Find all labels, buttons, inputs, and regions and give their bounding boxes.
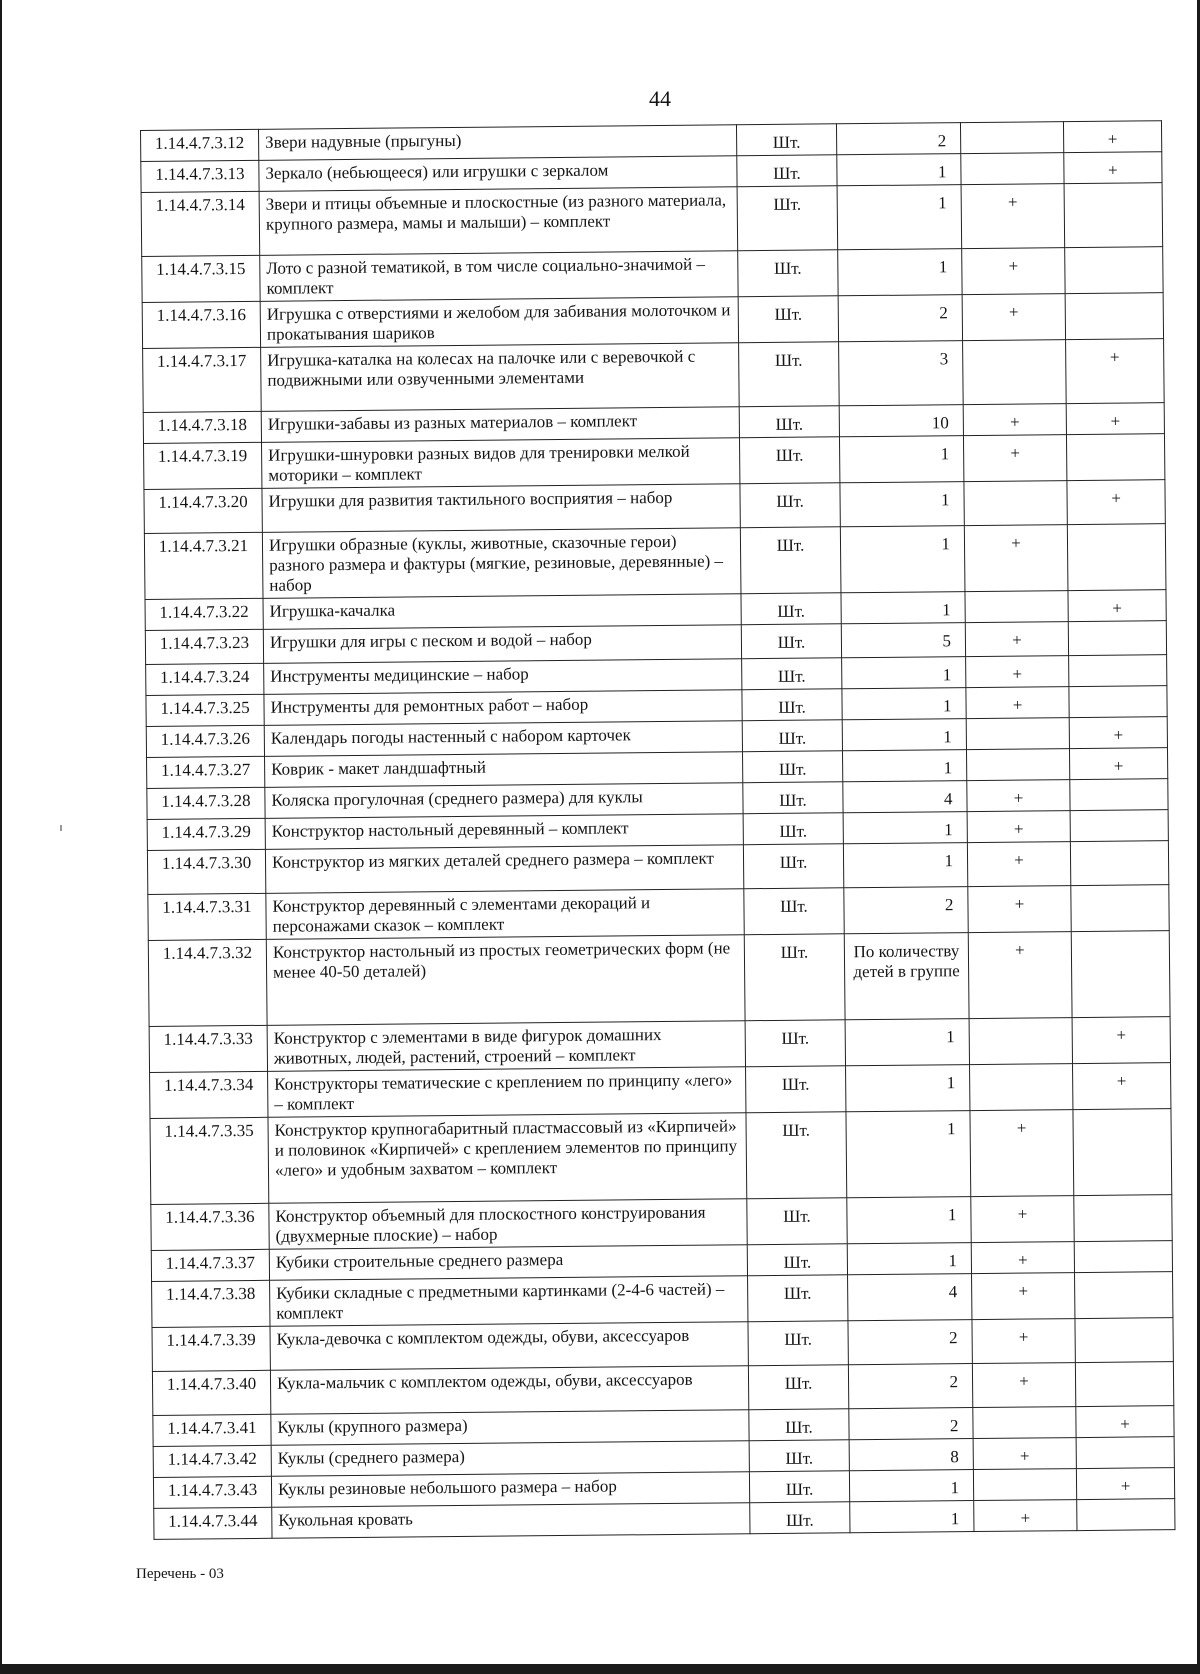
mark-a-cell: + — [972, 1363, 1075, 1408]
item-name-cell: Куклы (среднего размера) — [271, 1441, 749, 1477]
item-name-cell: Конструктор настольный деревянный – комплект — [265, 814, 743, 850]
mark-b-cell — [1065, 247, 1163, 294]
mark-b-cell: + — [1069, 748, 1167, 780]
unit-cell: Шт. — [743, 813, 843, 845]
mark-a-cell — [966, 718, 1069, 750]
unit-cell: Шт. — [736, 124, 836, 156]
mark-a-cell: + — [961, 184, 1065, 249]
item-code-cell: 1.14.4.7.3.30 — [147, 849, 265, 894]
mark-a-cell: + — [973, 1438, 1076, 1470]
quantity-cell: 1 — [843, 843, 967, 888]
unit-cell: Шт. — [745, 1020, 845, 1067]
mark-a-cell — [961, 153, 1064, 185]
unit-cell: Шт. — [742, 720, 842, 752]
item-code-cell: 1.14.4.7.3.40 — [152, 1370, 270, 1415]
quantity-cell: 2 — [838, 295, 962, 342]
mark-b-cell: + — [1076, 1406, 1174, 1438]
mark-b-cell — [1070, 810, 1168, 842]
unit-cell: Шт. — [737, 186, 838, 251]
unit-cell: Шт. — [737, 155, 837, 187]
mark-b-cell — [1070, 779, 1168, 811]
mark-b-cell — [1064, 183, 1163, 248]
item-name-cell: Игрушки для развития тактильного восприятия – набор — [262, 484, 740, 533]
mark-a-cell: + — [971, 1242, 1074, 1274]
unit-cell: Шт. — [748, 1321, 848, 1366]
mark-a-cell: + — [962, 248, 1065, 295]
item-code-cell: 1.14.4.7.3.13 — [141, 160, 259, 192]
quantity-cell: 1 — [837, 154, 961, 186]
scan-border-bottom — [0, 1664, 1200, 1674]
quantity-cell: 1 — [847, 1243, 971, 1275]
item-name-cell: Игрушки-забавы из разных материалов – комплект — [261, 407, 739, 443]
unit-cell: Шт. — [747, 1198, 847, 1245]
quantity-cell: 1 — [837, 185, 962, 250]
mark-b-cell — [1075, 1318, 1173, 1363]
item-code-cell: 1.14.4.7.3.34 — [150, 1071, 268, 1118]
mark-b-cell: + — [1066, 339, 1165, 404]
mark-a-cell: + — [971, 1196, 1074, 1243]
item-code-cell: 1.14.4.7.3.18 — [143, 411, 261, 443]
item-name-cell: Конструктор из мягких деталей среднего размера – комплект — [265, 845, 743, 894]
item-code-cell: 1.14.4.7.3.26 — [146, 725, 264, 757]
unit-cell: Шт. — [743, 844, 843, 889]
item-code-cell: 1.14.4.7.3.19 — [144, 442, 262, 489]
unit-cell: Шт. — [749, 1440, 849, 1472]
item-code-cell: 1.14.4.7.3.14 — [141, 191, 260, 256]
table-row — [150, 1109, 1172, 1205]
quantity-cell: 1 — [843, 812, 967, 844]
quantity-cell: 2 — [848, 1364, 972, 1409]
mark-b-cell: + — [1069, 717, 1167, 749]
item-code-cell: 1.14.4.7.3.20 — [144, 488, 262, 533]
mark-b-cell — [1067, 524, 1166, 591]
unit-cell: Шт. — [739, 437, 839, 484]
mark-b-cell — [1066, 434, 1164, 481]
mark-b-cell: + — [1066, 403, 1164, 435]
mark-b-cell — [1076, 1437, 1174, 1469]
equipment-table — [140, 120, 1175, 1540]
quantity-cell: 1 — [846, 1111, 971, 1198]
quantity-cell: 3 — [839, 341, 964, 406]
table-row — [144, 524, 1166, 600]
quantity-cell: 1 — [847, 1197, 971, 1244]
quantity-cell: 10 — [839, 405, 963, 437]
mark-b-cell: + — [1072, 1017, 1170, 1064]
mark-a-cell: + — [972, 1319, 1075, 1364]
item-code-cell: 1.14.4.7.3.21 — [144, 532, 263, 599]
quantity-cell: 1 — [842, 657, 966, 689]
unit-cell: Шт. — [738, 250, 838, 297]
quantity-cell: 2 — [848, 1320, 972, 1365]
quantity-cell: 2 — [836, 123, 960, 155]
unit-cell: Шт. — [747, 1244, 847, 1276]
quantity-cell: 1 — [842, 750, 966, 782]
mark-b-cell — [1071, 885, 1169, 932]
item-name-cell: Кукла-девочка с комплектом одежды, обуви, аксессуаров — [270, 1322, 748, 1371]
unit-cell: Шт. — [742, 689, 842, 721]
item-name-cell: Куклы резиновые небольшого размера – набор — [271, 1472, 749, 1508]
item-name-cell: Кукла-мальчик с комплектом одежды, обуви, аксессуаров — [270, 1366, 748, 1415]
mark-a-cell: + — [962, 294, 1065, 341]
quantity-cell: 4 — [843, 781, 967, 813]
unit-cell: Шт. — [746, 1066, 846, 1113]
scan-border-left — [0, 0, 2, 1674]
item-code-cell: 1.14.4.7.3.12 — [141, 129, 259, 161]
unit-cell: Шт. — [742, 658, 842, 690]
item-name-cell: Звери и птицы объемные и плоскостные (из разного материала, крупного размера, мамы и малыши) – комплект — [259, 187, 738, 256]
item-code-cell: 1.14.4.7.3.37 — [151, 1249, 269, 1281]
table-row — [143, 339, 1165, 413]
mark-b-cell — [1077, 1499, 1175, 1531]
item-code-cell: 1.14.4.7.3.31 — [148, 893, 266, 940]
item-name-cell: Лото с разной тематикой, в том числе социально-значимой – комплект — [260, 251, 738, 302]
item-name-cell: Куклы (крупного размера) — [271, 1410, 749, 1446]
quantity-cell: 1 — [850, 1501, 974, 1533]
unit-cell: Шт. — [739, 406, 839, 438]
item-code-cell: 1.14.4.7.3.32 — [148, 939, 267, 1026]
mark-a-cell: + — [967, 842, 1070, 887]
item-name-cell: Игрушка с отверстиями и желобом для забивания молоточком и прокатывания шариков — [260, 297, 738, 348]
item-name-cell: Зеркало (небьющееся) или игрушки с зеркалом — [259, 156, 737, 192]
unit-cell: Шт. — [749, 1409, 849, 1441]
unit-cell: Шт. — [746, 1112, 847, 1199]
quantity-cell: 5 — [841, 623, 965, 658]
item-code-cell: 1.14.4.7.3.23 — [145, 629, 263, 664]
quantity-cell: 1 — [839, 436, 963, 483]
item-code-cell: 1.14.4.7.3.28 — [147, 787, 265, 819]
mark-b-cell: + — [1076, 1468, 1174, 1500]
mark-b-cell: + — [1067, 480, 1165, 525]
item-code-cell: 1.14.4.7.3.43 — [153, 1476, 271, 1508]
item-name-cell: Конструкторы тематические с креплением по принципу «лего» – комплект — [268, 1067, 746, 1118]
mark-b-cell: + — [1073, 1063, 1171, 1110]
item-code-cell: 1.14.4.7.3.16 — [142, 301, 260, 348]
item-code-cell: 1.14.4.7.3.15 — [142, 255, 260, 302]
mark-a-cell: + — [972, 1273, 1075, 1320]
mark-a-cell: + — [966, 687, 1069, 719]
mark-b-cell — [1073, 1109, 1172, 1196]
item-name-cell: Игрушки-шнуровки разных видов для тренировки мелкой моторики – комплект — [262, 438, 740, 489]
quantity-cell: 2 — [849, 1408, 973, 1440]
scan-speck — [60, 825, 62, 831]
item-code-cell: 1.14.4.7.3.39 — [152, 1326, 270, 1371]
mark-a-cell — [973, 1469, 1076, 1501]
unit-cell: Шт. — [740, 483, 840, 528]
item-code-cell: 1.14.4.7.3.44 — [154, 1507, 272, 1539]
quantity-cell: 1 — [840, 526, 965, 593]
item-name-cell: Кукольная кровать — [272, 1503, 750, 1539]
item-name-cell: Игрушка-качалка — [263, 594, 741, 630]
mark-a-cell: + — [963, 404, 1066, 436]
mark-a-cell — [969, 1018, 1072, 1065]
mark-b-cell — [1069, 655, 1167, 687]
mark-b-cell — [1071, 931, 1170, 1018]
item-code-cell: 1.14.4.7.3.24 — [146, 663, 264, 695]
item-name-cell: Конструктор настольный из простых геометрических форм (не менее 40-50 деталей) — [266, 935, 745, 1026]
unit-cell: Шт. — [741, 624, 841, 659]
quantity-cell: 4 — [848, 1274, 972, 1321]
unit-cell: Шт. — [742, 751, 842, 783]
table-row — [141, 183, 1163, 257]
item-name-cell: Конструктор деревянный с элементами декораций и персонажами сказок – комплект — [266, 889, 744, 940]
mark-a-cell — [973, 1407, 1076, 1439]
mark-b-cell — [1068, 621, 1166, 656]
item-name-cell: Игрушка-каталка на колесах на палочке или с веревочкой с подвижными или озвученными элементами — [261, 343, 740, 412]
mark-b-cell: + — [1064, 152, 1162, 184]
item-code-cell: 1.14.4.7.3.42 — [153, 1445, 271, 1477]
equipment-table-wrapper — [140, 120, 1175, 1540]
item-name-cell: Коврик - макет ландшафтный — [265, 752, 743, 788]
mark-a-cell: + — [967, 780, 1070, 812]
mark-b-cell — [1070, 841, 1168, 886]
mark-a-cell: + — [974, 1500, 1077, 1532]
mark-a-cell — [966, 749, 1069, 781]
item-name-cell: Кубики складные с предметными картинками (2-4-6 частей) – комплект — [270, 1276, 748, 1327]
equipment-table-body — [141, 121, 1175, 1540]
page-number: 44 — [649, 86, 671, 111]
mark-a-cell: + — [966, 656, 1069, 688]
quantity-cell: 1 — [842, 719, 966, 751]
item-name-cell: Конструктор с элементами в виде фигурок домашних животных, людей, растений, строений – комплект — [267, 1021, 745, 1072]
unit-cell: Шт. — [740, 527, 841, 594]
item-code-cell: 1.14.4.7.3.27 — [147, 756, 265, 788]
unit-cell: Шт. — [749, 1471, 849, 1503]
quantity-cell: По количеству детей в группе — [844, 933, 969, 1020]
table-row — [148, 931, 1170, 1027]
mark-a-cell — [963, 340, 1067, 405]
item-name-cell: Звери надувные (прыгуны) — [258, 125, 736, 161]
item-code-cell: 1.14.4.7.3.29 — [147, 818, 265, 850]
unit-cell: Шт. — [744, 934, 845, 1021]
item-name-cell: Игрушки для игры с песком и водой – набор — [263, 625, 741, 664]
mark-a-cell: + — [963, 435, 1066, 482]
item-name-cell: Конструктор крупногабаритный пластмассовый из «Кирпичей» и половинок «Кирпичей» с креплением элементов по принципу «лего» и удобным захватом – комплект — [268, 1113, 747, 1204]
quantity-cell: 1 — [845, 1019, 969, 1066]
item-name-cell: Конструктор объемный для плоскостного конструирования (двухмерные плоские) – набор — [269, 1199, 747, 1250]
unit-cell: Шт. — [744, 888, 844, 935]
unit-cell: Шт. — [741, 593, 841, 625]
mark-b-cell — [1065, 293, 1163, 340]
mark-a-cell: + — [970, 1110, 1074, 1197]
item-name-cell: Кубики строительные среднего размера — [269, 1245, 747, 1281]
mark-b-cell — [1069, 686, 1167, 718]
quantity-cell: 1 — [842, 688, 966, 720]
item-code-cell: 1.14.4.7.3.25 — [146, 694, 264, 726]
item-name-cell: Инструменты медицинские – набор — [264, 659, 742, 695]
mark-a-cell: + — [965, 622, 1068, 657]
mark-b-cell — [1074, 1241, 1172, 1273]
quantity-cell: 1 — [846, 1065, 970, 1112]
item-name-cell: Коляска прогулочная (среднего размера) для куклы — [265, 783, 743, 819]
item-code-cell: 1.14.4.7.3.35 — [150, 1117, 269, 1204]
mark-a-cell — [970, 1064, 1073, 1111]
unit-cell: Шт. — [743, 782, 843, 814]
quantity-cell: 1 — [838, 249, 962, 296]
unit-cell: Шт. — [739, 342, 840, 407]
mark-b-cell: + — [1068, 590, 1166, 622]
mark-b-cell: + — [1063, 121, 1161, 153]
unit-cell: Шт. — [750, 1502, 850, 1534]
document-footer: Перечень - 03 — [136, 1566, 224, 1582]
quantity-cell: 1 — [840, 482, 964, 527]
item-code-cell: 1.14.4.7.3.22 — [145, 598, 263, 630]
mark-a-cell — [960, 122, 1063, 154]
mark-a-cell — [965, 591, 1068, 623]
mark-b-cell — [1075, 1362, 1173, 1407]
item-name-cell: Инструменты для ремонтных работ – набор — [264, 690, 742, 726]
mark-a-cell: + — [968, 932, 1072, 1019]
item-code-cell: 1.14.4.7.3.17 — [143, 347, 262, 412]
mark-a-cell: + — [968, 886, 1071, 933]
unit-cell: Шт. — [748, 1365, 848, 1410]
quantity-cell: 1 — [849, 1470, 973, 1502]
item-name-cell: Игрушки образные (куклы, животные, сказочные герои) разного размера и фактуры (мягкие, резиновые, деревянные) – набор — [262, 528, 741, 599]
unit-cell: Шт. — [738, 296, 838, 343]
unit-cell: Шт. — [748, 1275, 848, 1322]
quantity-cell: 8 — [849, 1439, 973, 1471]
mark-b-cell — [1075, 1272, 1173, 1319]
quantity-cell: 2 — [844, 887, 968, 934]
item-name-cell: Календарь погоды настенный с набором карточек — [264, 721, 742, 757]
item-code-cell: 1.14.4.7.3.38 — [152, 1280, 270, 1327]
mark-b-cell — [1074, 1195, 1172, 1242]
quantity-cell: 1 — [841, 592, 965, 624]
item-code-cell: 1.14.4.7.3.36 — [151, 1203, 269, 1250]
mark-a-cell — [964, 481, 1067, 526]
item-code-cell: 1.14.4.7.3.41 — [153, 1414, 271, 1446]
mark-a-cell: + — [964, 525, 1068, 592]
mark-a-cell: + — [967, 811, 1070, 843]
item-code-cell: 1.14.4.7.3.33 — [149, 1025, 267, 1072]
